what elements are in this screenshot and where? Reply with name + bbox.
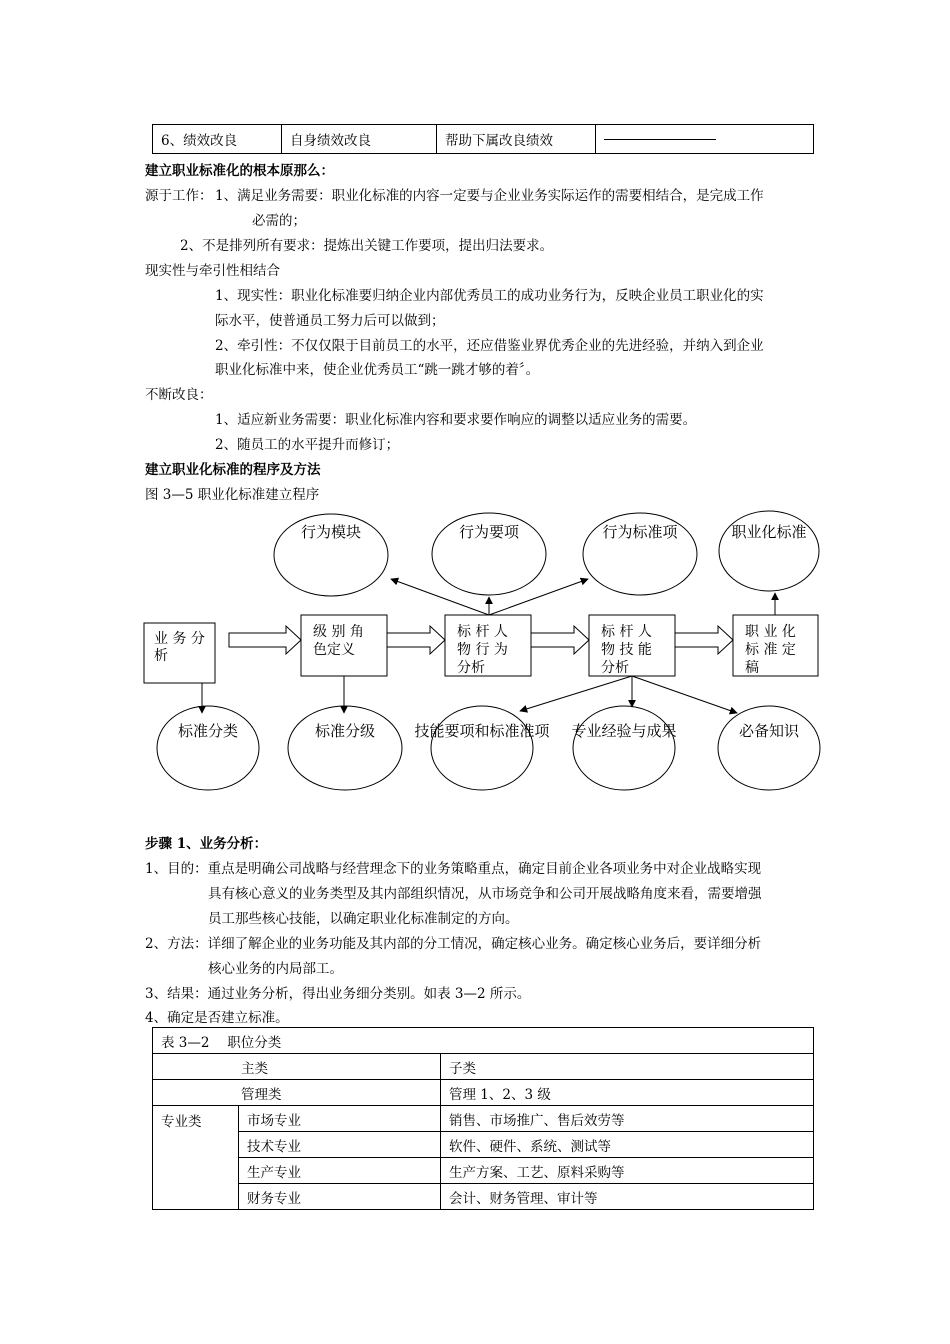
table-title: 表 3—2 职位分类 [153, 1028, 814, 1054]
ellipse-bottom [157, 706, 259, 790]
paragraph: 2、不是排列所有要求：提炼出关键工作要项，提出归法要求。 [180, 238, 554, 254]
table-cell: 自身绩效改良 [282, 125, 437, 154]
box-label: 色定义 [313, 642, 355, 658]
table-header: 子类 [441, 1054, 814, 1080]
arrow-line [489, 579, 588, 615]
block-arrow [387, 626, 445, 654]
paragraph: 1、现实性：职业化标准要归纳企业内部优秀员工的成功业务行为，反映企业员工职业化的实 [215, 288, 764, 304]
paragraph: 2、随员工的水平提升而修订； [215, 437, 400, 453]
box-label: 标 杆 人 [457, 624, 508, 640]
box-label: 业 务 分 [154, 631, 205, 647]
box-label: 级 别 角 [313, 624, 364, 640]
table-row [153, 1106, 814, 1132]
table-cell: 生产专业 [239, 1158, 441, 1184]
table-cell: 销售、市场推广、售后效劳等 [441, 1106, 814, 1132]
table-row [153, 1158, 814, 1184]
ellipse-label: 行为标准项 [602, 523, 678, 541]
paragraph: 3、结果：通过业务分析，得出业务细分类别。如表 3—2 所示。 [145, 986, 531, 1002]
procedure-heading: 建立职业化标准的程序及方法 [145, 462, 321, 478]
box-label: 标 准 定 [745, 642, 796, 658]
table-row [153, 1184, 814, 1210]
arrow-line [391, 579, 489, 615]
ellipse-label: 行为要项 [458, 523, 520, 541]
table-cell: 帮助下属改良绩效 [437, 125, 596, 154]
ellipse-label: 标准分级 [314, 722, 376, 740]
paragraph: 1、适应新业务需要：职业化标准内容和要求要作响应的调整以适应业务的需要。 [215, 412, 697, 428]
table-cell: 软件、硬件、系统、测试等 [441, 1132, 814, 1158]
box-label: 职 业 化 [745, 624, 796, 640]
procedure-diagram [0, 505, 950, 815]
principles-heading: 建立职业标准化的根本原那么： [145, 163, 334, 179]
table-cell: 6、绩效改良 [153, 125, 282, 154]
paragraph: 现实性与牵引性相结合 [145, 263, 280, 279]
step1-heading: 步骤 1、业务分析： [145, 836, 268, 852]
paragraph: 不断改良： [145, 387, 213, 403]
box-label: 分析 [601, 660, 629, 676]
ellipse-label: 专业经验与成果 [571, 722, 677, 740]
ellipse-bottom [718, 706, 820, 790]
paragraph: 1、满足业务需要：职业化标准的内容一定要与企业业务实际运作的需要相结合，是完成工作 [215, 188, 764, 204]
paragraph: 职业化标准中来，使企业优秀员工“跳一跳才够的着〞。 [215, 362, 540, 378]
block-arrow [229, 626, 301, 654]
table-header: 主类 [153, 1054, 441, 1080]
position-table [152, 1027, 814, 1210]
table-cell-dash [596, 125, 814, 154]
table-cell: 专业类 [153, 1106, 239, 1210]
ellipse-bottom [573, 706, 675, 790]
ellipse-label: 行为模块 [300, 523, 362, 541]
box-label: 析 [154, 648, 168, 664]
block-arrow [531, 626, 589, 654]
paragraph: 4、确定是否建立标准。 [145, 1010, 289, 1026]
table-cell: 市场专业 [239, 1106, 441, 1132]
paragraph: 源于工作： [145, 188, 213, 204]
table-cell: 管理类 [153, 1080, 441, 1106]
table-cell: 管理 1、2、3 级 [441, 1080, 814, 1106]
dash-line [604, 139, 716, 140]
paragraph: 员工那些核心技能，以确定职业化标准制定的方向。 [208, 911, 519, 927]
paragraph: 必需的； [252, 213, 306, 229]
table-cell: 会计、财务管理、审计等 [441, 1184, 814, 1210]
table-cell: 技术专业 [239, 1132, 441, 1158]
table-cell: 财务专业 [239, 1184, 441, 1210]
paragraph: 具有核心意义的业务类型及其内部组织情况，从市场竞争和公司开展战略角度来看，需要增强 [208, 886, 762, 902]
box-label: 标 杆 人 [601, 624, 652, 640]
ellipse-label: 标准分类 [177, 722, 239, 740]
box-label: 物 行 为 [457, 642, 508, 658]
ellipse-bottom [288, 706, 402, 790]
paragraph: 1、目的：重点是明确公司战略与经营理念下的业务策略重点，确定目前企业各项业务中对企业战略实现 [145, 861, 762, 877]
ellipse-label: 技能要项和标准准项 [414, 722, 550, 740]
paragraph: 际水平，使普通员工努力后可以做到； [215, 313, 445, 329]
paragraph: 核心业务的内局部工。 [208, 961, 343, 977]
box-label: 物 技 能 [601, 642, 652, 658]
box-label: 稿 [745, 660, 759, 676]
ellipse-label: 职业化标准 [731, 523, 807, 541]
ellipse-bottom [431, 706, 533, 790]
table-row [153, 1132, 814, 1158]
block-arrow [675, 626, 733, 654]
paragraph: 2、牵引性：不仅仅限于目前员工的水平，还应借鉴业界优秀企业的先进经验，并纳入到企业 [215, 338, 764, 354]
table-cell: 生产方案、工艺、原料采购等 [441, 1158, 814, 1184]
arrow-line [632, 676, 737, 713]
box-label: 分析 [457, 660, 485, 676]
arrow-line [520, 676, 632, 711]
ellipse-label: 必备知识 [738, 722, 800, 740]
performance-table [152, 124, 814, 154]
paragraph: 2、方法：详细了解企业的业务功能及其内部的分工情况，确定核心业务。确定核心业务后，要详细分析 [145, 936, 762, 952]
figure-caption: 图 3—5 职业化标准建立程序 [145, 487, 320, 503]
